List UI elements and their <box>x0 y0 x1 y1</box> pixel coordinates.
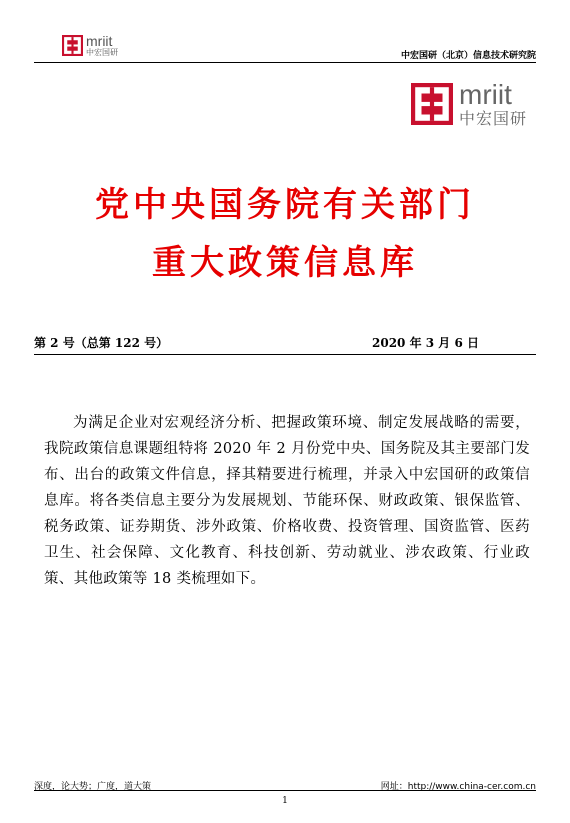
document-title-line2: 重大政策信息库 <box>152 243 418 283</box>
footer-website: 网址：http://www.china-cer.com.cn <box>380 782 536 792</box>
logo-text-cn: 中宏国研 <box>86 47 118 57</box>
document-title-line1: 党中央国务院有关部门 <box>95 185 475 225</box>
issue-number: 第 2 号（总第 122 号） <box>34 336 169 350</box>
header-logo <box>62 33 128 57</box>
header-rule <box>34 62 536 63</box>
footer-rule <box>34 790 536 791</box>
intro-paragraph: 为满足企业对宏观经济分析、把握政策环境、制定发展战略的需要，我院政策信息课题组特将 2020 年 2 月份党中央、国务院及其主要部门发布、出台的政策文件信息，择其精要进行梳理，并录入中宏国研的政策信息库。将各类信息主要分为发展规划、节能环保、财政政策、银保监管、税务政策、证券期货、涉外政策、价格收费、投资管理、国资监管、医药卫生、社会保障、文化教育、科技创新、劳动就业、涉农政策、行业政策、其他政策等 18 类梳理如下。 <box>44 415 530 587</box>
issue-date: 2020 年 3 月 6 日 <box>372 336 479 350</box>
footer-slogan: 深度，论大势；广度，道大策 <box>34 782 152 792</box>
main-logo-text-cn: 中宏国研 <box>459 109 528 128</box>
page-number: 1 <box>282 796 288 806</box>
issue-rule <box>34 354 536 355</box>
mriit-logo-large-icon <box>411 83 453 125</box>
mriit-logo-icon <box>62 35 83 56</box>
main-logo <box>411 80 531 128</box>
organization-name: 中宏国研（北京）信息技术研究院 <box>400 51 536 61</box>
logo-text-en: mriit <box>86 32 113 49</box>
main-logo-text-en: mriit <box>459 79 512 110</box>
